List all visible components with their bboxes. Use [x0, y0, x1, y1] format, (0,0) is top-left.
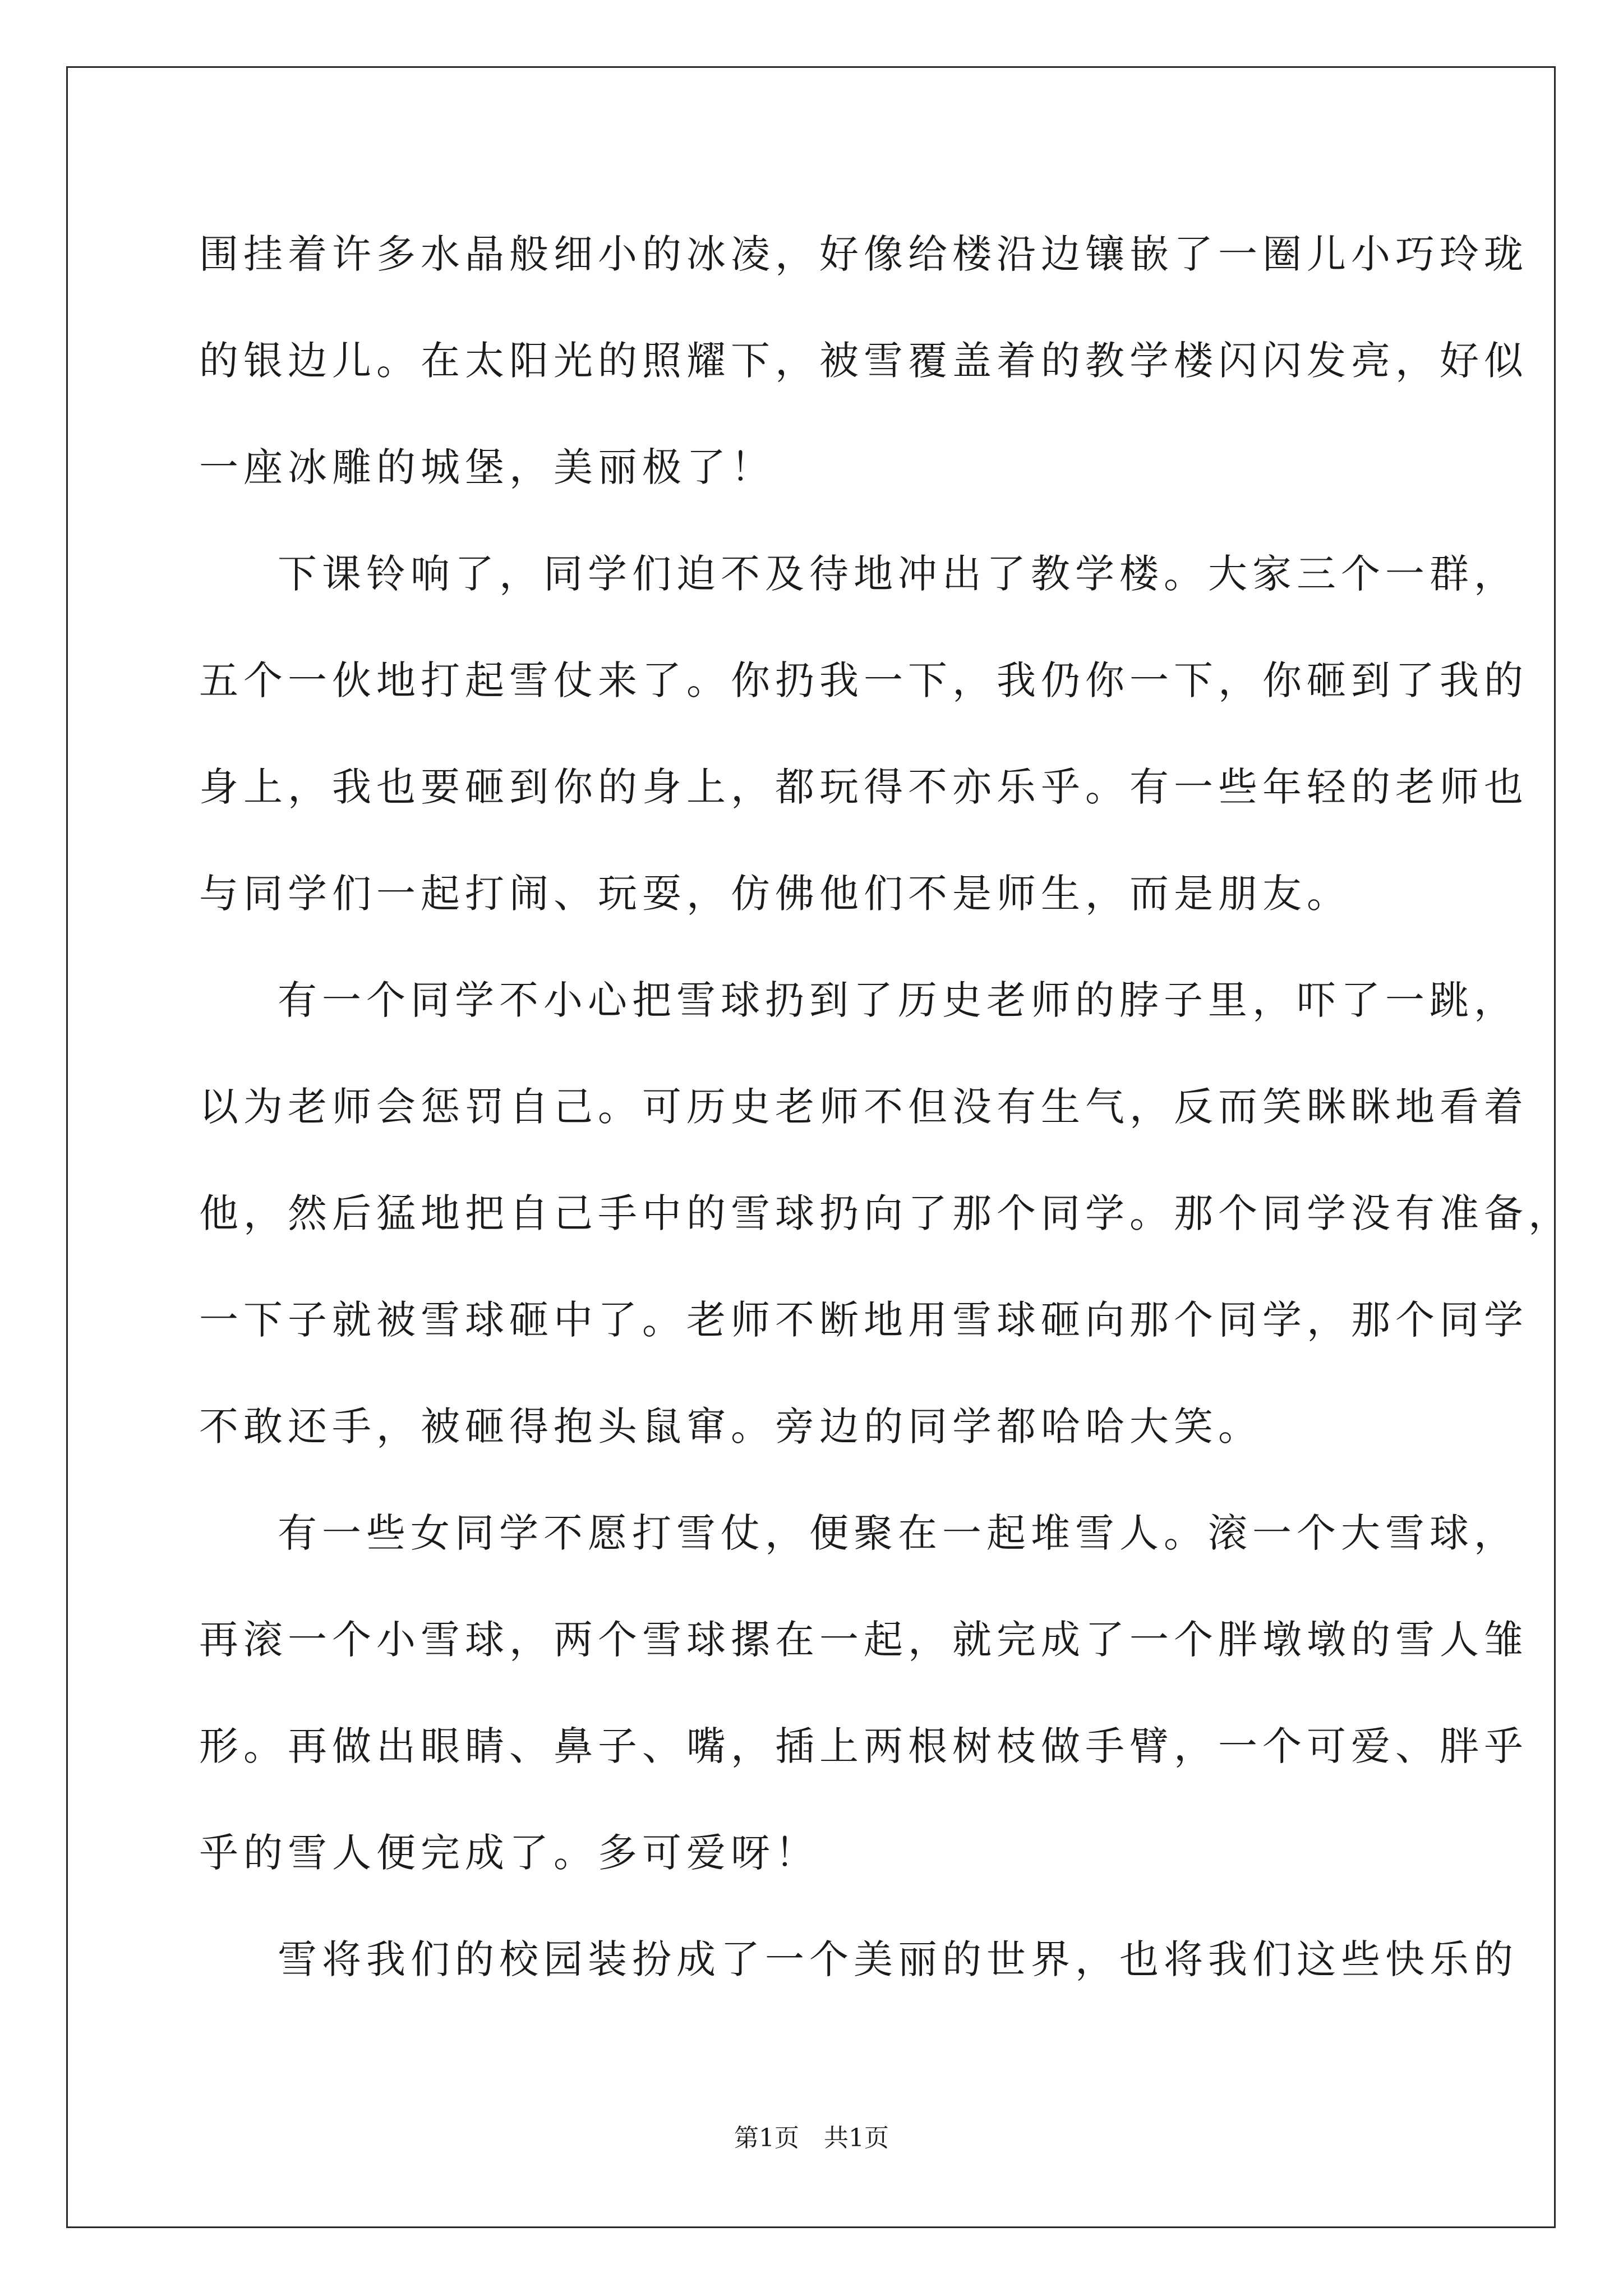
text-line: 一下子就被雪球砸中了。老师不断地用雪球砸向那个同学，那个同学	[199, 1297, 1528, 1343]
paragraph-start-line: 下课铃响了，同学们迫不及待地冲出了教学楼。大家三个一群，	[278, 551, 1518, 597]
text-line: 一座冰雕的城堡，美丽极了！	[199, 444, 775, 490]
text-line: 他，然后猛地把自己手中的雪球扔向了那个同学。那个同学没有准备，	[199, 1190, 1573, 1236]
text-line: 形。再做出眼睛、鼻子、嘴，插上两根树枝做手臂，一个可爱、胖乎	[199, 1723, 1528, 1769]
text-line: 与同学们一起打闹、玩耍，仿佛他们不是师生，而是朋友。	[199, 871, 1351, 917]
text-line: 身上，我也要砸到你的身上，都玩得不亦乐乎。有一些年轻的老师也	[199, 764, 1528, 810]
text-line: 围挂着许多水晶般细小的冰凌，好像给楼沿边镶嵌了一圈儿小巧玲珑	[199, 231, 1528, 277]
text-line: 不敢还手，被砸得抱头鼠窜。旁边的同学都哈哈大笑。	[199, 1404, 1262, 1450]
text-line: 的银边儿。在太阳光的照耀下，被雪覆盖着的教学楼闪闪发亮，好似	[199, 338, 1528, 384]
text-line: 五个一伙地打起雪仗来了。你扔我一下，我仍你一下，你砸到了我的	[199, 657, 1528, 703]
text-line: 乎的雪人便完成了。多可爱呀！	[199, 1830, 819, 1876]
paragraph-start-line: 雪将我们的校园装扮成了一个美丽的世界，也将我们这些快乐的	[278, 1936, 1518, 1982]
paragraph-start-line: 有一些女同学不愿打雪仗，便聚在一起堆雪人。滚一个大雪球，	[278, 1510, 1518, 1556]
page-total: 共1页	[824, 2124, 889, 2152]
page-number: 第1页	[734, 2124, 799, 2152]
text-line: 再滚一个小雪球，两个雪球摞在一起，就完成了一个胖墩墩的雪人雏	[199, 1617, 1528, 1663]
paragraph-start-line: 有一个同学不小心把雪球扔到了历史老师的脖子里，吓了一跳，	[278, 977, 1518, 1023]
essay-body	[199, 220, 1573, 2032]
page-footer	[0, 2118, 1623, 2154]
text-line: 以为老师会惩罚自己。可历史老师不但没有生气，反而笑眯眯地看着	[199, 1084, 1528, 1130]
